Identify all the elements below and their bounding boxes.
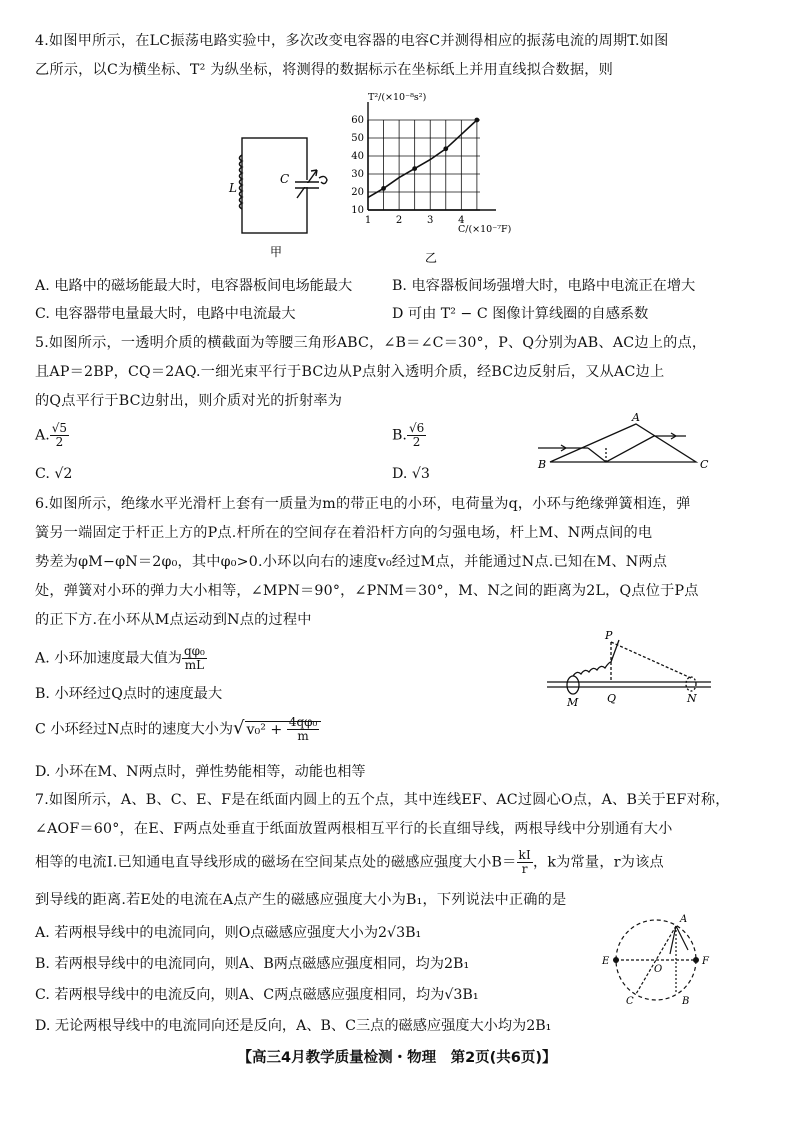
- q6-line5: 的正下方.在小环从M点运动到N点的过程中: [35, 612, 312, 628]
- q7-line4: 到导线的距离.若E处的电流在A点产生的磁感应强度大小为B₁，下列说法中正确的是: [35, 892, 567, 908]
- label-q: Q: [607, 692, 617, 705]
- q6-line4: 处，弹簧对小环的弹力大小相等，∠MPN＝90°，∠PNM＝30°，M、N之间的距离为2L，Q点位于P点: [35, 583, 699, 599]
- q4-line1: 4.如图甲所示，在LC振荡电路实验中，多次改变电容器的电容C并测得相应的振荡电流的周期T.如图: [35, 33, 669, 49]
- chart-series-line: [368, 120, 477, 197]
- label-o: O: [654, 964, 663, 975]
- q7-line1: 7.如图所示，A、B、C、E、F是在纸面内圆上的五个点，其中连线EF、AC过圆心O点，A、B关于EF对称，: [35, 792, 730, 808]
- q7-line2: ∠AOF＝60°，在E、F两点处垂直于纸面放置两根相互平行的长直细导线，两根导线中分别通有大小: [35, 821, 673, 837]
- q6-line3: 势差为φM−φN＝2φ₀，其中φ₀>0.小环以向右的速度v₀经过M点，并能通过N点.已知在M、N两点: [35, 554, 668, 570]
- fraction: $\frac{√5}{2}$: [51, 421, 68, 449]
- fraction: $\frac{\text{qφ₀}}{mL}$: [183, 644, 205, 672]
- chart-ylabel: T²/(×10⁻⁸s²): [368, 92, 427, 103]
- q4-option-c[interactable]: C. 电容器带电量最大时，电路中电流最大: [35, 306, 296, 322]
- label-e: E: [602, 956, 610, 967]
- sqrt-sign: √: [233, 717, 245, 739]
- q7-option-a[interactable]: A. 若两根导线中的电流同向，则O点磁感应强度大小为2√3B₁: [35, 925, 422, 941]
- q6-option-d[interactable]: D. 小环在M、N两点时，弹性势能相等，动能也相等: [35, 764, 366, 780]
- q5-option-b[interactable]: B. $\frac{√6}{2}$: [392, 421, 425, 449]
- q6-option-c[interactable]: C 小环经过N点时的速度大小为√ v₀² + $\frac{\text{4qφ₀}}{m}$: [35, 716, 321, 743]
- chart-point: [443, 146, 448, 151]
- label-p: P: [605, 629, 613, 642]
- sqrt-body: v₀² + $\frac{\text{4qφ₀}}{m}$: [245, 721, 322, 738]
- y-tick-label: 20: [351, 187, 364, 198]
- q4-option-a[interactable]: A. 电路中的磁场能最大时，电容器板间电场能最大: [35, 278, 353, 294]
- x-tick-label: 1: [364, 215, 372, 226]
- fraction: $\frac{kI}{r}$: [518, 848, 531, 876]
- q6-option-a[interactable]: A. 小环加速度最大值为 $\frac{\text{qφ₀}}{mL}$: [35, 644, 205, 672]
- label-f: F: [702, 956, 709, 967]
- label-l: L: [229, 181, 237, 195]
- y-tick-label: 60: [351, 115, 364, 126]
- triangle-figure: [536, 410, 716, 476]
- q4-option-b[interactable]: B. 电容器板间场强增大时，电路中电流正在增大: [392, 278, 696, 294]
- chart-point: [412, 166, 417, 171]
- q7-option-b[interactable]: B. 若两根导线中的电流同向，则A、B两点磁感应强度相同，均为2B₁: [35, 956, 470, 972]
- chart-point: [474, 118, 479, 123]
- y-tick-label: 40: [351, 151, 364, 162]
- circle-wires-figure: [598, 910, 718, 1014]
- q5-option-c[interactable]: C. √2: [35, 466, 73, 482]
- page-footer: 【高三4月教学质量检测・物理 第2页(共6页)】: [237, 1050, 557, 1066]
- q7-line3: 相等的电流I.已知通电直导线形成的磁场在空间某点处的磁感应强度大小B＝ $\frac{kI}{r}$ ，k为常量，r为该点: [35, 848, 664, 876]
- q5-option-d[interactable]: D. √3: [392, 466, 430, 482]
- label-c: C: [626, 996, 634, 1007]
- label-n: N: [687, 692, 697, 705]
- x-tick-label: 2: [395, 215, 403, 226]
- q7-option-c[interactable]: C. 若两根导线中的电流反向，则A、C两点磁感应强度相同，均为√3B₁: [35, 987, 479, 1003]
- label-a: A: [680, 914, 688, 925]
- x-tick-label: 3: [427, 215, 434, 226]
- q4-option-d[interactable]: D 可由 T² − C 图像计算线圈的自感系数: [392, 306, 649, 322]
- label-a: A: [632, 411, 640, 424]
- label-b: B: [538, 458, 547, 471]
- y-tick-label: 10: [351, 205, 364, 216]
- q5-line3: 的Q点平行于BC边射出，则介质对光的折射率为: [35, 393, 343, 409]
- q5-line2: 且AP＝2BP，CQ＝2AQ.一细光束平行于BC边从P点射入透明介质，经BC边反射后，又从AC边上: [35, 364, 665, 380]
- y-tick-label: 50: [351, 133, 364, 144]
- label-c: C: [700, 458, 709, 471]
- q6-line2: 簧另一端固定于杆正上方的P点.杆所在的空间存在着沿杆方向的匀强电场，杆上M、N两点间的电: [35, 525, 653, 541]
- chart-caption: 乙: [425, 251, 438, 265]
- q6-option-b[interactable]: B. 小环经过Q点时的速度最大: [35, 686, 223, 702]
- label-m: M: [567, 696, 579, 709]
- lc-circuit-figure: [225, 130, 335, 260]
- q4-line2: 乙所示，以C为横坐标、T² 为纵坐标，将测得的数据标示在坐标纸上并用直线拟合数据，则: [35, 62, 614, 78]
- label-b: B: [682, 996, 690, 1007]
- q7-option-d[interactable]: D. 无论两根导线中的电流同向还是反向，A、B、C三点的磁感应强度大小均为2B₁: [35, 1018, 552, 1034]
- t2-c-chart: [340, 88, 540, 268]
- x-tick-label: 4: [458, 215, 465, 226]
- caption-jia: 甲: [270, 245, 283, 259]
- ring-spring-figure: [545, 628, 715, 710]
- chart-xlabel: C/(×10⁻⁷F): [458, 224, 512, 235]
- q5-option-a[interactable]: A. $\frac{√5}{2}$: [35, 421, 68, 449]
- y-tick-label: 30: [351, 169, 364, 180]
- chart-point: [381, 186, 386, 191]
- q6-line1: 6.如图所示，绝缘水平光滑杆上套有一质量为m的带正电的小环，电荷量为q，小环与绝缘弹簧相连，弹: [35, 496, 691, 512]
- q5-line1: 5.如图所示，一透明介质的横截面为等腰三角形ABC，∠B＝∠C＝30°，P、Q分别为AB、AC边上的点，: [35, 335, 707, 351]
- fraction: $\frac{√6}{2}$: [408, 421, 425, 449]
- label-c: C: [280, 172, 290, 186]
